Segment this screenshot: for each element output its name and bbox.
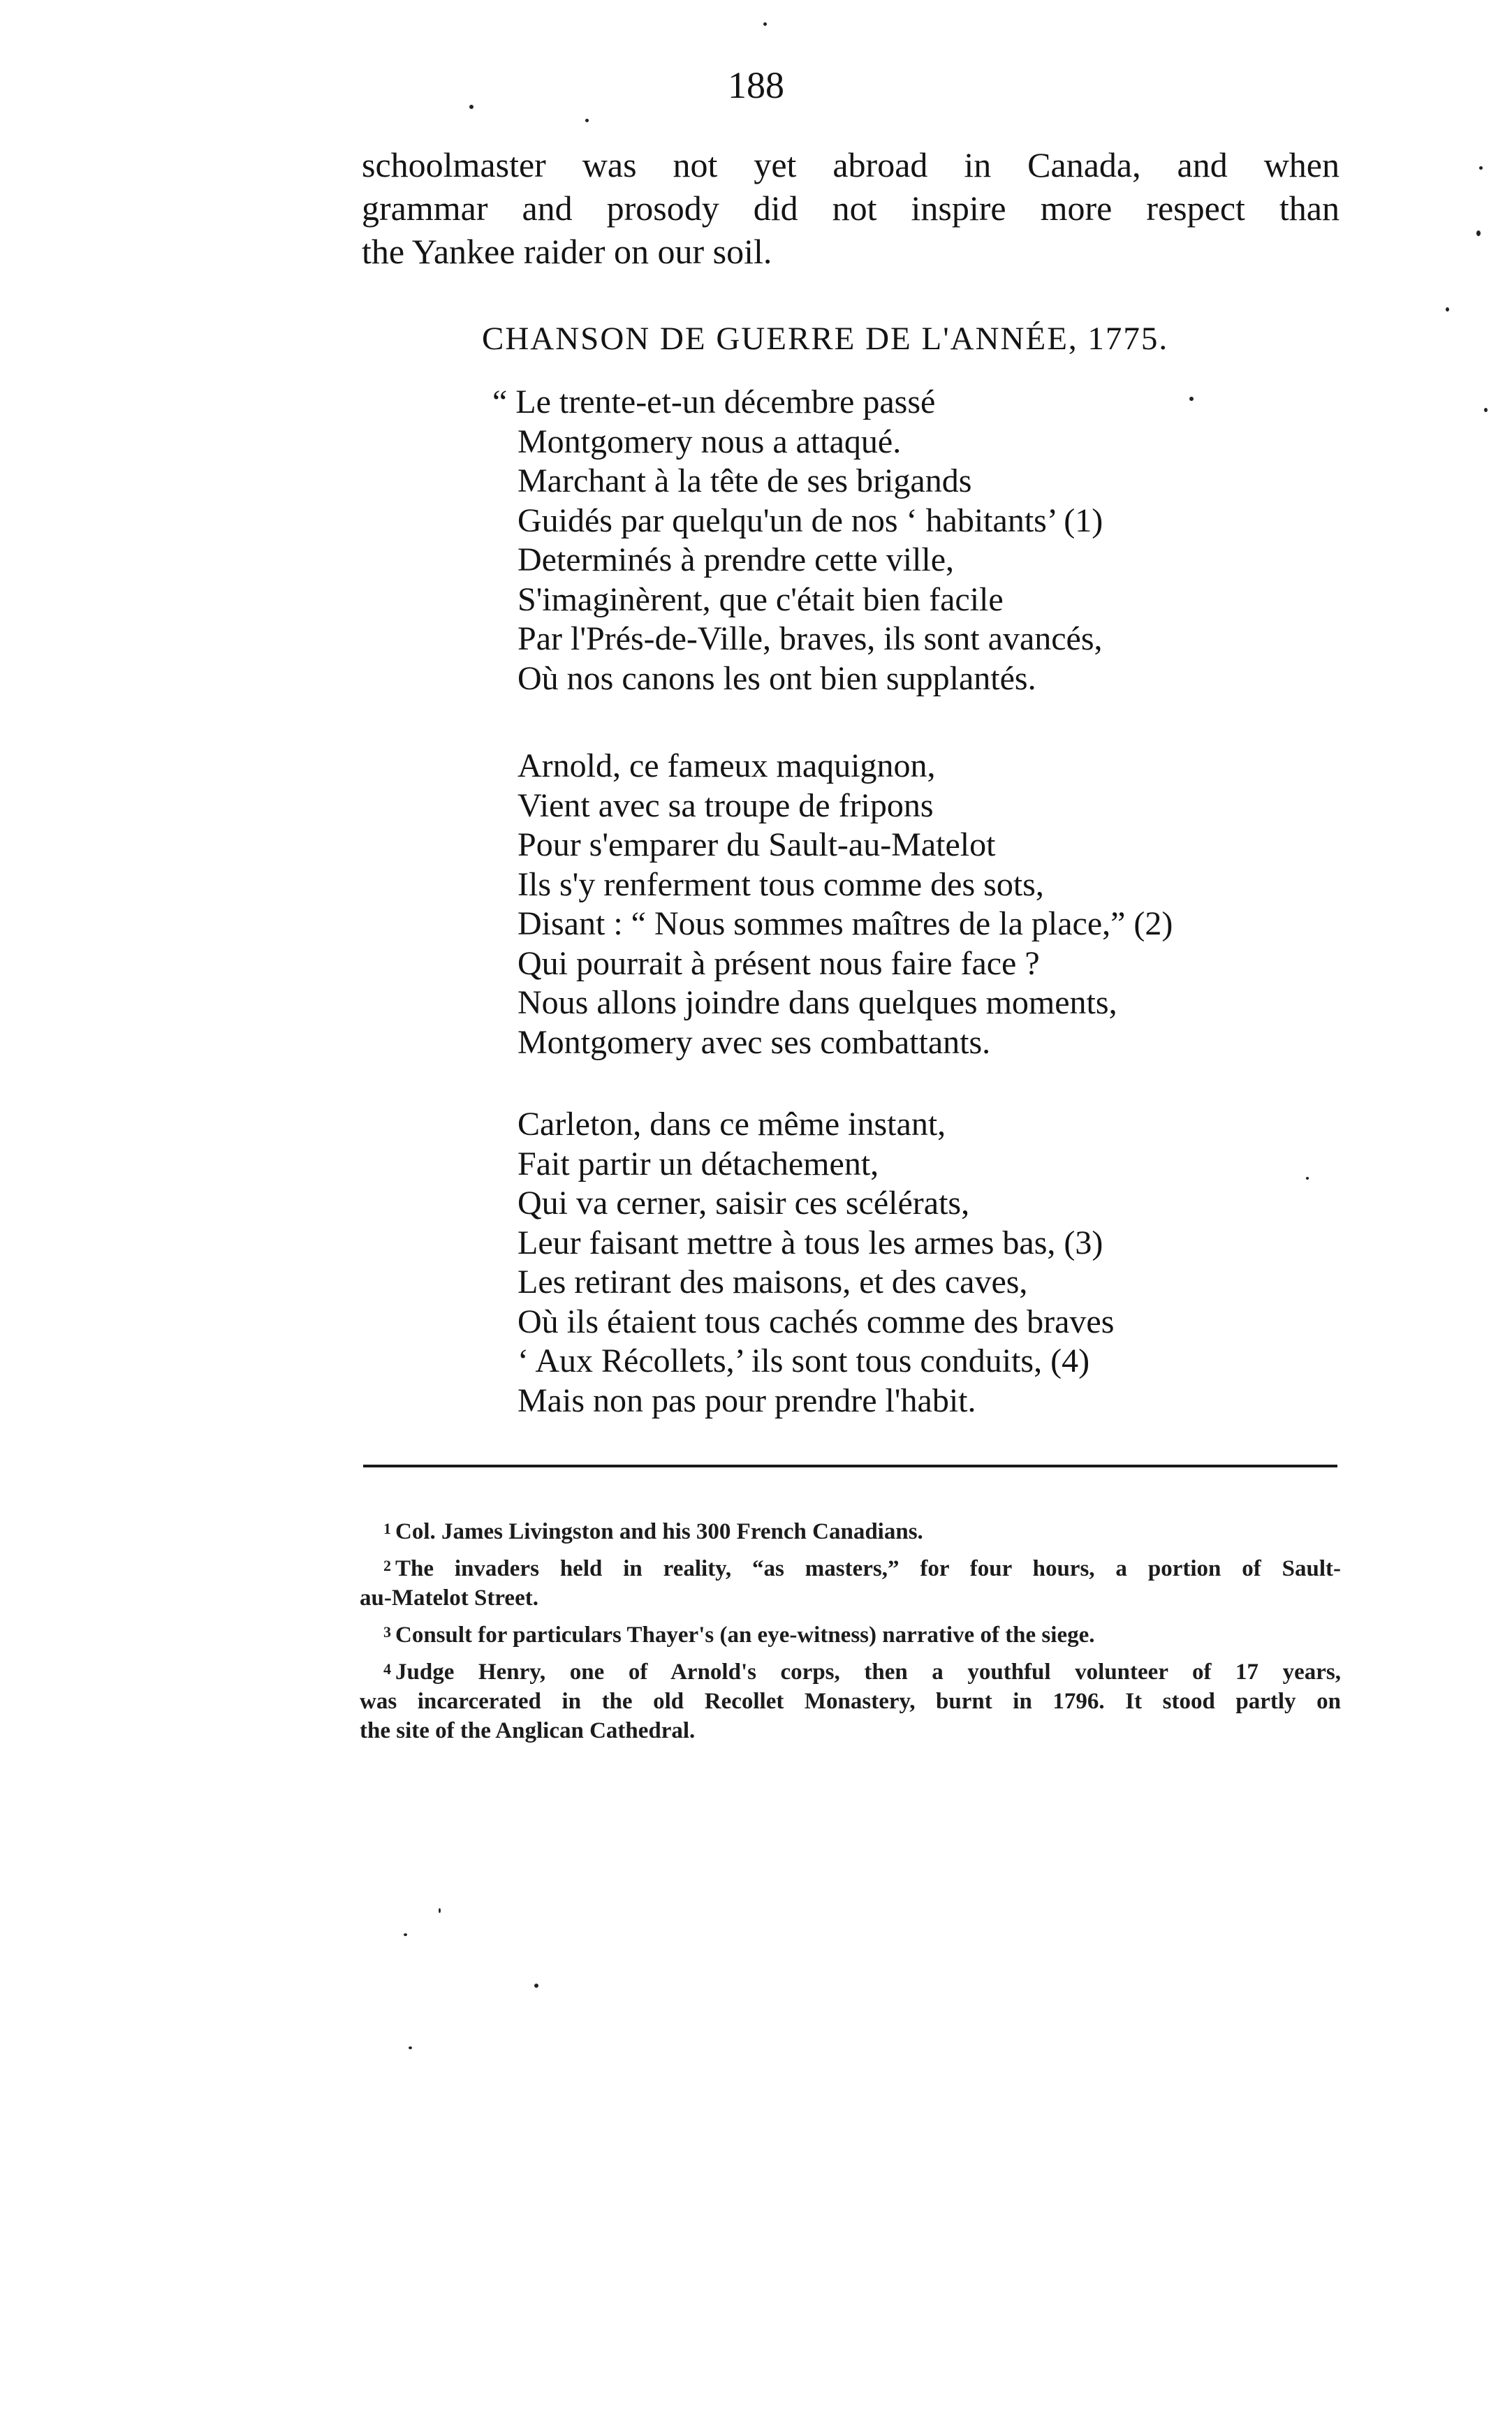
- poem-stanza-1: [492, 383, 1330, 698]
- scan-speck: [1484, 408, 1488, 412]
- scan-speck: [1189, 397, 1194, 401]
- footnote: [360, 1620, 1341, 1650]
- verse-line: Qui pourrait à présent nous faire face ?: [518, 944, 1040, 982]
- verse-line: Disant : “ Nous sommes maîtres de la place,” (2): [518, 905, 1173, 942]
- scan-speck: [534, 1984, 538, 1988]
- verse-line: Montgomery nous a attaqué.: [518, 423, 902, 460]
- scan-speck: [404, 1933, 407, 1936]
- verse-line: Où nos canons les ont bien supplantés.: [518, 659, 1036, 697]
- footnote-text: Judge Henry, one of Arnold's corps, then a youthful volunteer of 17 years,: [395, 1660, 1341, 1685]
- footnote: [360, 1554, 1341, 1613]
- verse-line: Leur faisant mettre à tous les armes bas, (3): [518, 1224, 1103, 1261]
- scan-speck: [585, 119, 589, 122]
- footnote-text: was incarcerated in the old Recollet Monastery, burnt in 1796. It stood partly on: [360, 1689, 1341, 1714]
- scan-speck: [409, 2046, 412, 2049]
- footnotes: [360, 1517, 1341, 1753]
- scan-speck: [1306, 1177, 1309, 1180]
- verse-line: Les retirant des maisons, et des caves,: [518, 1263, 1028, 1301]
- footnote-divider: [363, 1465, 1337, 1467]
- scan-speck: [1476, 230, 1481, 236]
- verse-line: Determinés à prendre cette ville,: [518, 541, 955, 578]
- verse-line: Arnold, ce fameux maquignon,: [518, 747, 936, 784]
- verse-line: Mais non pas pour prendre l'habit.: [518, 1382, 976, 1419]
- footnote-marker: 3: [383, 1623, 391, 1641]
- verse-line: Montgomery avec ses combattants.: [518, 1023, 991, 1061]
- page-number: 188: [728, 64, 784, 106]
- prose-line: grammar and prosody did not inspire more respect than: [362, 189, 1339, 228]
- footnote-text: the site of the Anglican Cathedral.: [360, 1718, 696, 1743]
- verse-line: Carleton, dans ce même instant,: [518, 1106, 946, 1143]
- verse-line: Ils s'y renferment tous comme des sots,: [518, 865, 1044, 903]
- poem-stanza-3: [492, 1105, 1330, 1421]
- scan-speck: [1446, 307, 1449, 312]
- footnote: [360, 1517, 1341, 1546]
- footnote-text: Col. James Livingston and his 300 French Canadians.: [395, 1519, 923, 1544]
- footnote-text: The invaders held in reality, “as masters,” for four hours, a portion of Sault-: [395, 1556, 1341, 1581]
- scan-speck: [1479, 166, 1483, 170]
- footnote-text: au-Matelot Street.: [360, 1585, 538, 1611]
- poem-title: CHANSON DE GUERRE DE L'ANNÉE, 1775.: [482, 321, 1169, 357]
- verse-line: “ Le trente-et-un décembre passé: [492, 383, 936, 420]
- verse-line: ‘ Aux Récollets,’ ils sont tous conduits, (4): [518, 1342, 1090, 1379]
- footnote-marker: 2: [383, 1557, 391, 1574]
- scan-speck: [469, 105, 474, 109]
- scan-speck: [439, 1908, 441, 1913]
- footnote: [360, 1657, 1341, 1745]
- verse-line: Nous allons joindre dans quelques moments,: [518, 984, 1117, 1021]
- prose-paragraph: [362, 143, 1339, 273]
- verse-line: Guidés par quelqu'un de nos ‘ habitants’ (1): [518, 501, 1103, 539]
- prose-line: the Yankee raider on our soil.: [362, 232, 772, 271]
- verse-line: Fait partir un détachement,: [518, 1145, 879, 1182]
- poem-stanza-2: [492, 747, 1330, 1062]
- scan-speck: [763, 22, 767, 26]
- verse-line: Vient avec sa troupe de fripons: [518, 786, 934, 824]
- footnote-marker: 4: [383, 1660, 391, 1678]
- verse-line: Qui va cerner, saisir ces scélérats,: [518, 1185, 970, 1222]
- verse-line: Par l'Prés-de-Ville, braves, ils sont avancés,: [518, 620, 1103, 657]
- verse-line: Où ils étaient tous cachés comme des braves: [518, 1303, 1115, 1340]
- verse-line: S'imaginèrent, que c'était bien facile: [518, 580, 1004, 618]
- footnote-marker: 1: [383, 1520, 391, 1537]
- verse-line: Pour s'emparer du Sault-au-Matelot: [518, 826, 996, 863]
- footnote-text: Consult for particulars Thayer's (an eye-witness) narrative of the siege.: [395, 1622, 1095, 1648]
- prose-line: schoolmaster was not yet abroad in Canada, and when: [362, 145, 1339, 184]
- verse-line: Marchant à la tête de ses brigands: [518, 462, 972, 499]
